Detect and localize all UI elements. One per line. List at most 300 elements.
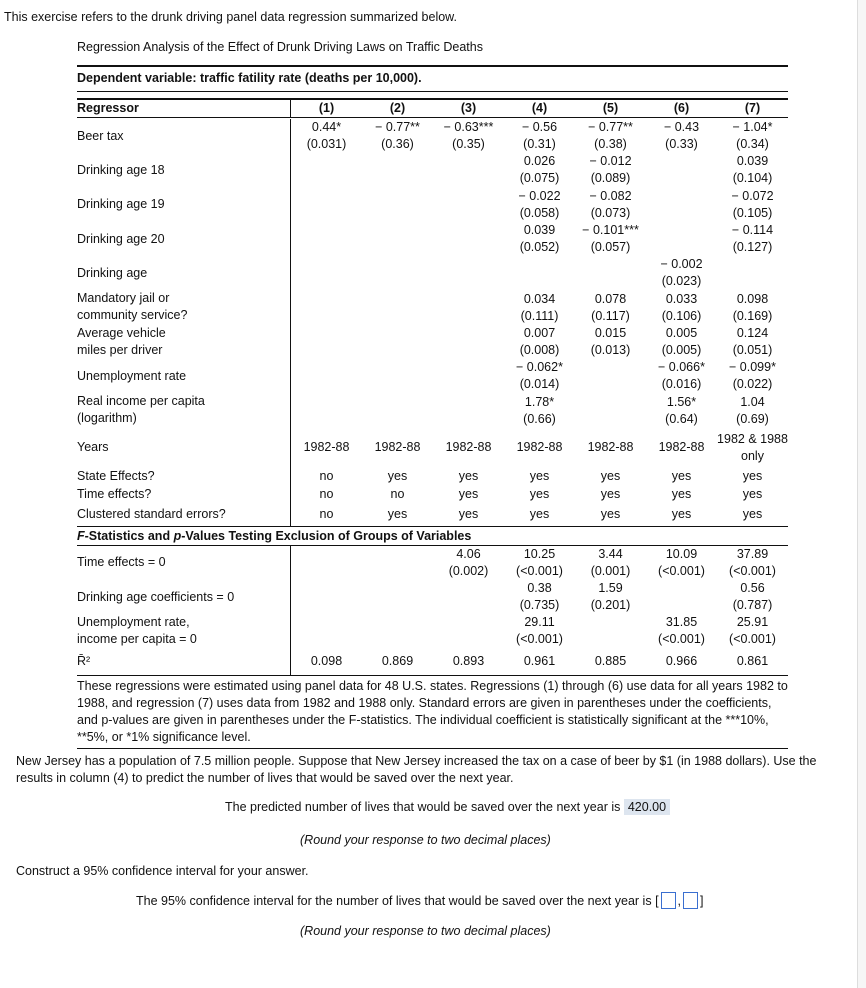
- table-cell: [646, 468, 717, 486]
- table-row: [77, 486, 788, 504]
- row-label-line: Time effects?: [77, 487, 152, 502]
- table-cell: [717, 119, 788, 153]
- cell-value: 1982-88: [516, 440, 563, 455]
- table-cell: [575, 325, 646, 359]
- cell-value: (0.169): [732, 308, 773, 323]
- regressor-header: Regressor: [77, 101, 139, 115]
- table-cell: [575, 393, 646, 427]
- cell-value: − 0.099*: [729, 360, 776, 375]
- cell-value: (0.008): [519, 342, 560, 357]
- table-cell: [291, 256, 362, 290]
- cell-value: − 0.066*: [658, 360, 705, 375]
- column-header-6: (6): [673, 101, 690, 115]
- cell-value: − 0.63***: [443, 120, 494, 135]
- cell-value: (0.64): [665, 411, 698, 426]
- cell-value: − 0.77**: [375, 120, 420, 135]
- cell-value: 0.039: [736, 154, 769, 169]
- table-cell: [717, 649, 788, 675]
- cell-value: 0.961: [523, 654, 556, 669]
- row-label-line: Drinking age coefficients = 0: [77, 589, 235, 604]
- answer-1-prompt: The predicted number of lives that would be saved over the next year is: [225, 800, 621, 814]
- cell-value: 1.59: [598, 581, 623, 596]
- row-label: [77, 486, 290, 504]
- table-cell: [575, 614, 646, 648]
- table-cell: [504, 325, 575, 359]
- table-cell: [575, 580, 646, 614]
- cell-value: (0.052): [519, 240, 560, 255]
- cell-value: 0.44*: [311, 120, 342, 135]
- row-label-line: Drinking age: [77, 265, 148, 280]
- cell-value: − 0.002: [660, 257, 703, 272]
- cell-value: (0.058): [519, 205, 560, 220]
- cell-value: 25.91: [736, 615, 769, 630]
- cell-value: 0.861: [736, 654, 769, 669]
- cell-value: 0.015: [594, 325, 627, 340]
- cell-value: 0.039: [523, 223, 556, 238]
- cell-value: 1.04: [740, 394, 765, 409]
- row-label-line: Drinking age 18: [77, 162, 165, 177]
- table-cell: [291, 325, 362, 359]
- cell-value: yes: [742, 507, 763, 522]
- table-title: Regression Analysis of the Effect of Drunk Driving Laws on Traffic Deaths: [77, 40, 483, 54]
- scrollbar[interactable]: [857, 0, 866, 988]
- table-row: [77, 504, 788, 526]
- table-cell: [717, 290, 788, 324]
- cell-value: no: [319, 487, 334, 502]
- ci-upper-input[interactable]: [683, 892, 698, 909]
- table-cell: [362, 256, 433, 290]
- cell-value: (<0.001): [658, 632, 705, 647]
- table-row: [77, 222, 788, 256]
- table-cell: [433, 325, 504, 359]
- table-cell: [504, 649, 575, 675]
- answer-1: [225, 800, 670, 814]
- cell-value: yes: [600, 507, 621, 522]
- row-label: [77, 614, 290, 648]
- cell-value: (0.075): [519, 171, 560, 186]
- question-text: New Jersey has a population of 7.5 million people. Suppose that New Jersey increased the tax on a case of beer by $1 (in 1988 dollars). Use the results in column (4) to predict the number of lives that would be saved over the next year.: [16, 754, 817, 785]
- table-cell: [717, 504, 788, 526]
- column-header-3: (3): [460, 101, 477, 115]
- cell-value: yes: [671, 507, 692, 522]
- table-cell: [575, 428, 646, 468]
- cell-value: yes: [742, 469, 763, 484]
- table-cell: [362, 359, 433, 393]
- cell-value: (0.38): [594, 137, 627, 152]
- row-label: [77, 290, 290, 324]
- cell-value: (<0.001): [729, 632, 776, 647]
- cell-value: 0.885: [594, 654, 627, 669]
- table-notes: These regressions were estimated using panel data for 48 U.S. states. Regressions (1) through (6) use data for all years 1982 to 1988, and regression (7) uses data from 1982 and 1988 only. Standard errors are given in parentheses under the coefficients, and p-values are given in parentheses under the F-statistics. The individual coefficient is statistically significant at the ***10%, **5%, or *1% significance level.: [77, 678, 788, 744]
- bracket-open: [: [655, 893, 659, 908]
- table-cell: [291, 486, 362, 504]
- cell-value: 1982 & 1988: [717, 431, 788, 446]
- table-cell: [575, 290, 646, 324]
- row-cells: [290, 359, 788, 393]
- row-label-line: Clustered standard errors?: [77, 507, 226, 522]
- row-label: [77, 580, 290, 614]
- row-label: [77, 428, 290, 468]
- row-cells: [290, 580, 788, 614]
- cell-value: 1.56*: [666, 394, 697, 409]
- table-cell: [433, 486, 504, 504]
- row-label: [77, 256, 290, 290]
- cell-value: (0.66): [523, 411, 556, 426]
- row-label: [77, 153, 290, 187]
- table-row: [77, 119, 788, 153]
- row-cells: [290, 256, 788, 290]
- cell-value: (0.111): [520, 308, 559, 323]
- cell-value: 0.966: [665, 654, 698, 669]
- table-cell: [575, 188, 646, 222]
- table-cell: [291, 580, 362, 614]
- cell-value: yes: [529, 507, 550, 522]
- table-cell: [291, 504, 362, 526]
- table-cell: [717, 546, 788, 580]
- table-cell: [433, 614, 504, 648]
- row-label: [77, 359, 290, 393]
- row-cells: [290, 486, 788, 504]
- table-cell: [646, 614, 717, 648]
- cell-value: 37.89: [736, 546, 769, 561]
- table-cell: [362, 188, 433, 222]
- row-cells: [290, 504, 788, 526]
- table-row: [77, 428, 788, 468]
- cell-value: (0.117): [591, 308, 630, 323]
- table-cell: [504, 256, 575, 290]
- table-cell: [291, 188, 362, 222]
- table-cell: [575, 256, 646, 290]
- table-cell: [717, 580, 788, 614]
- table-cell: [646, 546, 717, 580]
- cell-value: yes: [529, 469, 550, 484]
- table-cell: [575, 486, 646, 504]
- row-label-line: miles per driver: [77, 342, 163, 357]
- cell-value: (<0.001): [516, 563, 563, 578]
- cell-value: (0.013): [590, 342, 631, 357]
- cell-value: (0.001): [590, 563, 631, 578]
- row-label-line: Real income per capita: [77, 394, 205, 409]
- row-label: [77, 393, 290, 427]
- column-header-2: (2): [389, 101, 406, 115]
- table-cell: [433, 153, 504, 187]
- table-cell: [362, 153, 433, 187]
- cell-value: 0.005: [665, 325, 698, 340]
- table-cell: [504, 504, 575, 526]
- cell-value: 1982-88: [587, 440, 634, 455]
- cell-value: 0.078: [594, 291, 627, 306]
- row-label-line: Drinking age 19: [77, 197, 165, 212]
- cell-value: (0.073): [590, 205, 631, 220]
- table-cell: [646, 325, 717, 359]
- row-cells: [290, 119, 788, 153]
- table-cell: [646, 256, 717, 290]
- table-cell: [433, 188, 504, 222]
- table-cell: [291, 649, 362, 675]
- table-cell: [717, 256, 788, 290]
- cell-value: (0.127): [732, 240, 773, 255]
- table-cell: [362, 325, 433, 359]
- cell-value: yes: [387, 507, 408, 522]
- intro-text: This exercise refers to the drunk driving panel data regression summarized below.: [4, 10, 457, 24]
- table-cell: [646, 393, 717, 427]
- table-cell: [433, 468, 504, 486]
- row-cells: [290, 153, 788, 187]
- cell-value: 29.11: [524, 615, 555, 630]
- answer-2: [136, 892, 704, 909]
- cell-value: (0.057): [590, 240, 631, 255]
- table-cell: [646, 188, 717, 222]
- table-cell: [362, 504, 433, 526]
- table-cell: [291, 546, 362, 580]
- cell-value: 0.033: [665, 291, 698, 306]
- cell-value: 1982-88: [445, 440, 492, 455]
- cell-value: 4.06: [456, 546, 481, 561]
- table-cell: [362, 290, 433, 324]
- table-cell: [575, 359, 646, 393]
- row-label-line: R̄²: [77, 654, 91, 669]
- cell-value: 0.893: [452, 654, 485, 669]
- cell-value: − 0.072: [731, 188, 774, 203]
- table-cell: [646, 504, 717, 526]
- cell-value: − 0.082: [589, 188, 632, 203]
- cell-value: yes: [529, 487, 550, 502]
- table-row: [77, 359, 788, 393]
- cell-value: (0.36): [381, 137, 414, 152]
- row-label-line: Mandatory jail or: [77, 291, 170, 306]
- cell-value: 0.56: [740, 581, 765, 596]
- bracket-close: ]: [700, 893, 704, 908]
- table-cell: [646, 428, 717, 468]
- row-label-line: Unemployment rate: [77, 368, 187, 383]
- table-cell: [433, 580, 504, 614]
- row-label: [77, 325, 290, 359]
- table-cell: [504, 222, 575, 256]
- table-cell: [362, 222, 433, 256]
- row-label-line: Beer tax: [77, 128, 124, 143]
- row-cells: [290, 188, 788, 222]
- row-label-line: community service?: [77, 308, 188, 323]
- row-cells: [290, 614, 788, 648]
- cell-value: (0.735): [519, 598, 560, 613]
- row-cells: [290, 428, 788, 468]
- cell-value: 3.44: [598, 546, 623, 561]
- cell-value: 0.007: [523, 325, 556, 340]
- row-cells: [290, 649, 788, 675]
- table-cell: [717, 222, 788, 256]
- table-row: [77, 256, 788, 290]
- cell-value: 0.38: [527, 581, 552, 596]
- cell-value: 0.098: [736, 291, 769, 306]
- table-cell: [504, 153, 575, 187]
- cell-value: (0.031): [306, 137, 347, 152]
- table-cell: [291, 468, 362, 486]
- cell-value: − 0.43: [663, 120, 700, 135]
- table-cell: [291, 153, 362, 187]
- table-cell: [717, 188, 788, 222]
- table-cell: [717, 359, 788, 393]
- construct-ci-text: Construct a 95% confidence interval for your answer.: [16, 864, 309, 878]
- table-cell: [504, 290, 575, 324]
- table-cell: [362, 393, 433, 427]
- cell-value: (0.35): [452, 137, 485, 152]
- cell-value: yes: [671, 469, 692, 484]
- cell-value: (0.787): [732, 598, 773, 613]
- cell-value: 10.25: [523, 546, 556, 561]
- table-cell: [504, 359, 575, 393]
- cell-value: yes: [458, 487, 479, 502]
- cell-value: (<0.001): [658, 563, 705, 578]
- cell-value: 1982-88: [303, 440, 350, 455]
- cell-value: (0.051): [732, 342, 773, 357]
- cell-value: yes: [742, 487, 763, 502]
- row-label: [77, 119, 290, 153]
- row-cells: [290, 325, 788, 359]
- cell-value: 0.026: [523, 154, 556, 169]
- cell-value: (0.002): [448, 563, 489, 578]
- cell-value: 0.869: [381, 654, 414, 669]
- cell-value: − 0.114: [731, 223, 774, 238]
- row-label: [77, 649, 290, 675]
- p-letter: p: [173, 528, 182, 543]
- table-cell: [504, 546, 575, 580]
- row-cells: [290, 290, 788, 324]
- table-cell: [291, 222, 362, 256]
- cell-value: no: [390, 487, 405, 502]
- table-cell: [717, 428, 788, 468]
- table-cell: [504, 119, 575, 153]
- cell-value: (0.016): [661, 377, 702, 392]
- column-header-4: (4): [531, 101, 548, 115]
- row-cells: [290, 468, 788, 486]
- cell-value: (0.33): [665, 137, 698, 152]
- ci-lower-input[interactable]: [661, 892, 676, 909]
- cell-value: yes: [600, 469, 621, 484]
- cell-value: − 0.101***: [582, 223, 639, 238]
- row-label-line: Years: [77, 440, 109, 455]
- table-cell: [646, 580, 717, 614]
- table-cell: [717, 153, 788, 187]
- table-cell: [433, 256, 504, 290]
- cell-value: 1.78*: [524, 394, 555, 409]
- table-cell: [575, 222, 646, 256]
- table-header: [77, 100, 788, 117]
- cell-value: 0.098: [310, 654, 343, 669]
- cell-value: yes: [458, 469, 479, 484]
- row-label: [77, 222, 290, 256]
- table-cell: [362, 580, 433, 614]
- row-cells: [290, 222, 788, 256]
- table-cell: [433, 222, 504, 256]
- row-label: [77, 468, 290, 486]
- table-cell: [362, 486, 433, 504]
- row-label-line: Unemployment rate,: [77, 615, 190, 630]
- table-cell: [433, 649, 504, 675]
- cell-value: 1982-88: [374, 440, 421, 455]
- table-cell: [504, 188, 575, 222]
- round-hint-2: (Round your response to two decimal places): [300, 924, 551, 938]
- cell-value: (0.014): [519, 377, 560, 392]
- table-cell: [362, 614, 433, 648]
- table-cell: [717, 486, 788, 504]
- row-cells: [290, 546, 788, 580]
- table-row: [77, 393, 788, 427]
- table-cell: [291, 393, 362, 427]
- table-row: [77, 153, 788, 187]
- answer-2-prompt: The 95% confidence interval for the number of lives that would be saved over the next year is: [136, 893, 652, 908]
- column-header-7: (7): [744, 101, 761, 115]
- cell-value: (<0.001): [516, 632, 563, 647]
- row-label: [77, 188, 290, 222]
- cell-value: 10.09: [665, 546, 698, 561]
- f-letter: F: [77, 528, 85, 543]
- cell-value: (0.34): [736, 137, 769, 152]
- predicted-lives-input[interactable]: 420.00: [624, 799, 670, 815]
- row-label: [77, 504, 290, 526]
- row-label-line: Average vehicle: [77, 325, 166, 340]
- table-row: [77, 546, 788, 580]
- cell-value: (0.023): [661, 274, 702, 289]
- cell-value: yes: [458, 507, 479, 522]
- cell-value: (0.022): [732, 377, 773, 392]
- cell-value: (0.69): [736, 411, 769, 426]
- table-cell: [362, 649, 433, 675]
- table-cell: [646, 290, 717, 324]
- table-cell: [646, 153, 717, 187]
- cell-value: − 1.04*: [732, 120, 773, 135]
- table-cell: [504, 428, 575, 468]
- table-cell: [504, 580, 575, 614]
- table-cell: [646, 359, 717, 393]
- cell-value: (0.201): [590, 598, 631, 613]
- table-row: [77, 290, 788, 324]
- table-row: [77, 580, 788, 614]
- table-cell: [433, 504, 504, 526]
- table-cell: [646, 649, 717, 675]
- table-row: [77, 188, 788, 222]
- table-cell: [575, 649, 646, 675]
- cell-value: 0.124: [736, 325, 769, 340]
- table-cell: [646, 222, 717, 256]
- cell-value: (<0.001): [729, 563, 776, 578]
- table-cell: [433, 119, 504, 153]
- table-cell: [575, 468, 646, 486]
- table-cell: [433, 428, 504, 468]
- table-cell: [646, 119, 717, 153]
- table-cell: [433, 359, 504, 393]
- row-label-line: Time effects = 0: [77, 555, 166, 570]
- cell-value: − 0.56: [521, 120, 558, 135]
- cell-value: (0.31): [523, 137, 556, 152]
- table-row: [77, 614, 788, 648]
- cell-value: (0.005): [661, 342, 702, 357]
- round-hint-1: (Round your response to two decimal places): [300, 833, 551, 847]
- table-cell: [433, 290, 504, 324]
- cell-value: only: [741, 448, 764, 463]
- row-label-line: income per capita = 0: [77, 632, 197, 647]
- table-cell: [362, 119, 433, 153]
- cell-value: yes: [600, 487, 621, 502]
- table-cell: [362, 546, 433, 580]
- table-cell: [575, 153, 646, 187]
- table-cell: [575, 504, 646, 526]
- dependent-variable: Dependent variable: traffic fatility rate (deaths per 10,000).: [77, 71, 422, 85]
- table-row: [77, 649, 788, 675]
- table-cell: [717, 393, 788, 427]
- table-cell: [433, 393, 504, 427]
- cell-value: yes: [671, 487, 692, 502]
- table-row: [77, 325, 788, 359]
